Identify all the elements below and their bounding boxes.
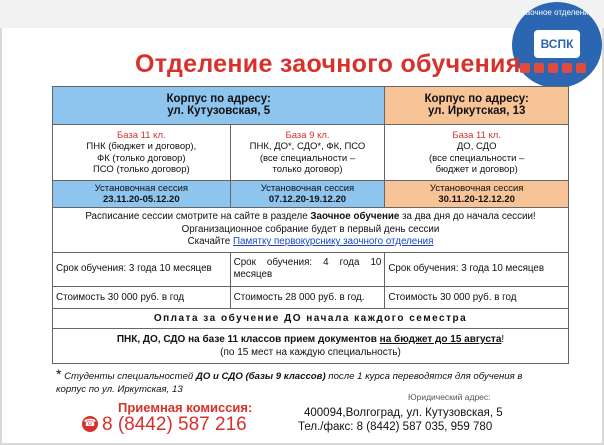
base-cell <box>230 125 385 181</box>
page-title: Отделение заочного обучения <box>135 50 521 78</box>
base-line: бюджет и договор) <box>435 163 518 175</box>
address-header-kutuzovskaya <box>53 87 385 125</box>
admission-note: ПНК, ДО, СДО на базе 11 классов прием документов на бюджет до 15 августа! <box>116 333 505 345</box>
base-cell <box>53 125 231 181</box>
cost-cell: Стоимость 30 000 руб. в год <box>53 286 231 308</box>
download-note: Скачайте Памятку первокурснику заочного отделения <box>187 236 434 248</box>
session-cell <box>385 181 569 208</box>
session-label: Установочная сессия <box>260 183 355 194</box>
base-label: База 9 кл. <box>285 130 330 142</box>
address-header-line1: Корпус по адресу: <box>166 93 271 106</box>
base-line: только договор) <box>272 163 343 175</box>
base-label: База 11 кл. <box>116 130 166 142</box>
base-line: (все специальности – <box>259 152 356 164</box>
session-row <box>53 181 569 208</box>
session-cell <box>53 181 231 208</box>
logo-icons <box>518 60 596 80</box>
schedule-table <box>52 86 569 364</box>
term-cell: Срок обучения: 4 года 10 месяцев <box>230 252 385 286</box>
legal-address: 400094,Волгоград, ул. Кутузовская, 5 <box>304 407 503 419</box>
term-cell: Срок обучения: 3 года 10 месяцев <box>385 252 569 286</box>
cost-row <box>53 286 569 308</box>
cost-cell: Стоимость 28 000 руб. в год. <box>230 286 385 308</box>
base-line: ПНК, ДО*, СДО*, ФК, ПСО <box>249 141 366 153</box>
base-line: ПСО (только договор) <box>92 163 190 175</box>
base-label: База 11 кл. <box>452 130 501 142</box>
base-cell <box>385 125 569 181</box>
admission-cell <box>53 328 569 363</box>
info-cell <box>53 208 569 253</box>
phone-icon: ☎ <box>82 416 98 432</box>
term-row <box>53 252 569 286</box>
term-cell: Срок обучения: 3 года 10 месяцев <box>53 252 231 286</box>
college-logo <box>512 2 602 88</box>
payment-note: Оплата за обучение ДО начала каждого семестра <box>53 308 569 328</box>
logo-text: заочное отделение <box>522 8 594 17</box>
admission-commission-label: Приемная комиссия: <box>118 400 253 415</box>
session-dates: 23.11.20-05.12.20 <box>103 194 180 206</box>
base-row <box>53 125 569 181</box>
base-line: (все специальности – <box>429 152 525 164</box>
legal-address-label: Юридический адрес: <box>408 392 491 402</box>
payment-row <box>53 308 569 328</box>
address-header-row <box>53 87 569 125</box>
session-dates: 07.12.20-19.12.20 <box>268 194 347 206</box>
address-header-line2: ул. Кутузовская, 5 <box>167 104 271 117</box>
address-header-line1: Корпус по адресу: <box>424 93 529 106</box>
base-line: ДО, СДО <box>456 141 497 153</box>
base-line: ПНК (бюджет и договор), <box>86 141 197 153</box>
admission-row <box>53 328 569 363</box>
meeting-note: Организационное собрание будет в первый день сессии <box>181 223 440 235</box>
tel-fax: Тел./факс: 8 (8442) 587 035, 959 780 <box>298 421 493 433</box>
session-cell <box>230 181 385 208</box>
schedule-note: Расписание сессии смотрите на сайте в разделе Заочное обучение за два дня до начала сессии! <box>85 211 536 223</box>
commission-phone: 8 (8442) 587 216 <box>102 414 247 435</box>
freshman-memo-link[interactable]: Памятку первокурснику заочного отделения <box>232 236 434 248</box>
logo-badge: ВСПК <box>534 30 580 58</box>
session-label: Установочная сессия <box>429 183 524 194</box>
info-row <box>53 208 569 253</box>
footnote: * Студенты специальностей ДО и СДО (базы 9 классов) после 1 курса переводятся для обучения в корпус по ул. Иркутская, 13 <box>56 366 523 395</box>
session-label: Установочная сессия <box>94 183 189 194</box>
cost-cell: Стоимость 30 000 руб. в год <box>385 286 569 308</box>
base-line: ФК (только договор) <box>97 152 186 164</box>
address-header-irkutskaya <box>385 87 569 125</box>
address-header-line2: ул. Иркутская, 13 <box>427 104 526 117</box>
session-dates: 30.11.20-12.12.20 <box>438 194 515 206</box>
admission-quota: (по 15 мест на каждую специальность) <box>220 346 401 358</box>
